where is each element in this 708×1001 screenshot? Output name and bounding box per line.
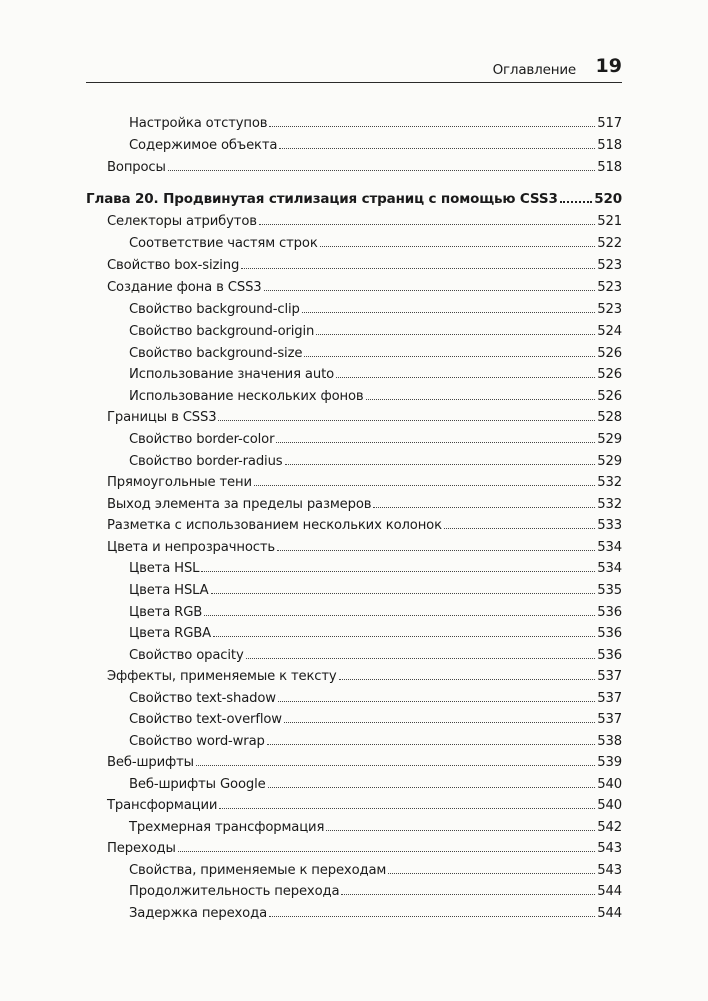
- toc-entry-page: 518: [597, 138, 622, 153]
- toc-leader-dots: [366, 399, 596, 400]
- toc-entry-page: 537: [597, 669, 622, 684]
- toc-entry: [129, 556, 622, 576]
- toc-entry-title: Содержимое объекта: [129, 138, 278, 153]
- toc-leader-dots: [279, 148, 595, 149]
- toc-entry-page: 544: [597, 906, 622, 921]
- toc-leader-dots: [336, 377, 595, 378]
- toc-entry-page: 538: [597, 734, 622, 749]
- toc-entry-page: 520: [594, 191, 622, 207]
- toc-entry-page: 523: [597, 302, 622, 317]
- toc-entry-page: 526: [597, 389, 622, 404]
- toc-entry: [129, 815, 622, 835]
- toc-entry: [129, 879, 622, 899]
- toc-entry-title: Свойство text-shadow: [129, 691, 276, 706]
- toc-leader-dots: [241, 268, 595, 269]
- toc-entry: [107, 793, 622, 813]
- toc-entry-title: Использование нескольких фонов: [129, 389, 364, 404]
- toc-leader-dots: [168, 170, 595, 171]
- toc-entry-page: 536: [597, 605, 622, 620]
- toc-entry-title: Разметка с использованием нескольких колонок: [107, 518, 442, 533]
- toc-entry-page: 542: [597, 820, 622, 835]
- toc-entry-title: Выход элемента за пределы размеров: [107, 497, 372, 512]
- toc-leader-dots: [178, 851, 596, 852]
- toc-entry: [129, 621, 622, 641]
- toc-entry-title: Переходы: [107, 841, 176, 856]
- toc-entry: [129, 449, 622, 469]
- toc-leader-dots: [284, 722, 595, 723]
- toc-entry-page: 543: [597, 841, 622, 856]
- toc-entry: [129, 427, 622, 447]
- toc-entry-page: 528: [597, 410, 622, 425]
- toc-leader-dots: [246, 658, 596, 659]
- toc-entry-page: 521: [597, 214, 622, 229]
- toc-leader-dots: [278, 701, 595, 702]
- toc-leader-dots: [264, 290, 596, 291]
- toc-leader-dots: [219, 808, 595, 809]
- toc-entry-page: 532: [597, 475, 622, 490]
- toc-entry-page: 526: [597, 346, 622, 361]
- toc-entry-title: Цвета и непрозрачность: [107, 540, 275, 555]
- toc-entry-title: Веб-шрифты: [107, 755, 194, 770]
- toc-leader-dots: [213, 636, 595, 637]
- toc-leader-dots: [320, 246, 596, 247]
- toc-entry-title: Соответствие частям строк: [129, 236, 318, 251]
- toc-entry-page: 544: [597, 884, 622, 899]
- toc-leader-dots: [218, 420, 595, 421]
- toc-entry-title: Трансформации: [107, 798, 218, 813]
- toc-entry-title: Свойство background-origin: [129, 324, 315, 339]
- toc-entry: [107, 750, 622, 770]
- toc-entry-title: Веб-шрифты Google: [129, 777, 266, 792]
- toc-entry-page: 536: [597, 626, 622, 641]
- toc-entry-page: 537: [597, 712, 622, 727]
- toc-entry: [129, 384, 622, 404]
- toc-leader-dots: [267, 744, 596, 745]
- toc-entry-page: 522: [597, 236, 622, 251]
- toc-entry: [129, 319, 622, 339]
- toc-entry-title: Свойство text-overflow: [129, 712, 282, 727]
- toc-entry-title: Свойство opacity: [129, 648, 244, 663]
- toc-chapter-title: Глава 20. Продвинутая стилизация страниц с помощью CSS3: [86, 191, 558, 207]
- toc-entry-page: 534: [597, 561, 622, 576]
- toc-entry: [129, 858, 622, 878]
- toc-entry: [129, 707, 622, 727]
- toc-entry-title: Свойство box-sizing: [107, 258, 240, 273]
- toc-entry: [107, 405, 622, 425]
- toc-entry: [129, 643, 622, 663]
- toc-leader-dots: [304, 356, 595, 357]
- toc-leader-dots: [254, 485, 595, 486]
- toc-entry-page: 518: [597, 160, 622, 175]
- toc-entry: [129, 729, 622, 749]
- toc-leader-dots: [269, 916, 595, 917]
- toc-entry-page: 533: [597, 518, 622, 533]
- toc-leader-dots: [302, 312, 596, 313]
- toc-entry: [129, 133, 622, 153]
- toc-entry-page: 523: [597, 258, 622, 273]
- toc-entry-page: 532: [597, 497, 622, 512]
- toc-entry: [107, 535, 622, 555]
- toc-entry-title: Цвета HSLA: [129, 583, 209, 598]
- toc-leader-dots: [204, 615, 595, 616]
- toc-entry: [129, 231, 622, 251]
- toc-leader-dots: [269, 126, 595, 127]
- toc-entry: [129, 686, 622, 706]
- page-number: 19: [595, 55, 622, 77]
- toc-leader-dots: [285, 464, 596, 465]
- toc-leader-dots: [388, 873, 595, 874]
- toc-leader-dots: [326, 830, 595, 831]
- toc-entry-page: 537: [597, 691, 622, 706]
- toc-leader-dots: [196, 765, 595, 766]
- toc-entry-title: Свойство background-size: [129, 346, 303, 361]
- toc-entry: [107, 513, 622, 533]
- toc-entry: [129, 362, 622, 382]
- toc-entry: [129, 341, 622, 361]
- toc-leader-dots: [444, 528, 595, 529]
- toc-entry-title: Границы в CSS3: [107, 410, 217, 425]
- toc-entry-page: 540: [597, 777, 622, 792]
- toc-entry: [129, 111, 622, 131]
- toc-leader-dots: [341, 894, 595, 895]
- toc-entry: [129, 578, 622, 598]
- toc-entry-page: 543: [597, 863, 622, 878]
- toc-entry-title: Свойство word-wrap: [129, 734, 265, 749]
- toc-entry-title: Селекторы атрибутов: [107, 214, 257, 229]
- toc-entry-title: Использование значения auto: [129, 367, 335, 382]
- toc-entry: [107, 155, 622, 175]
- toc-entry: [107, 470, 622, 490]
- toc-entry-title: Свойство border-color: [129, 432, 275, 447]
- toc-leader-dots: [277, 550, 595, 551]
- toc-entry-title: Продолжительность перехода: [129, 884, 340, 899]
- toc-entry-page: 529: [597, 432, 622, 447]
- toc-entry: [107, 836, 622, 856]
- toc-entry-title: Трехмерная трансформация: [129, 820, 325, 835]
- toc-leader-dots: [560, 201, 593, 203]
- toc-entry-title: Свойство background-clip: [129, 302, 300, 317]
- toc-entry: [129, 297, 622, 317]
- toc-chapter-entry: [86, 187, 622, 207]
- toc-entry-page: 526: [597, 367, 622, 382]
- toc-entry-title: Настройка отступов: [129, 116, 268, 131]
- toc-entry-title: Создание фона в CSS3: [107, 280, 262, 295]
- toc-leader-dots: [339, 679, 596, 680]
- toc-leader-dots: [276, 442, 595, 443]
- toc-entry-page: 534: [597, 540, 622, 555]
- toc-leader-dots: [268, 787, 596, 788]
- toc-entry: [129, 772, 622, 792]
- toc-entry: [107, 664, 622, 684]
- toc-entry: [107, 275, 622, 295]
- toc-entry-page: 517: [597, 116, 622, 131]
- toc-entry-page: 523: [597, 280, 622, 295]
- toc-entry-page: 535: [597, 583, 622, 598]
- toc-entry-page: 529: [597, 454, 622, 469]
- toc-entry-title: Цвета HSL: [129, 561, 200, 576]
- toc-entry: [129, 901, 622, 921]
- toc-entry-title: Свойство border-radius: [129, 454, 283, 469]
- toc-entry-title: Свойства, применяемые к переходам: [129, 863, 387, 878]
- running-header-title: Оглавление: [492, 62, 576, 78]
- toc-entry-title: Прямоугольные тени: [107, 475, 252, 490]
- toc-entry-title: Вопросы: [107, 160, 166, 175]
- toc-leader-dots: [259, 224, 595, 225]
- toc-entry-page: 539: [597, 755, 622, 770]
- toc-entry-title: Эффекты, применяемые к тексту: [107, 669, 337, 684]
- toc-entry-title: Цвета RGBA: [129, 626, 212, 641]
- toc-entry-page: 524: [597, 324, 622, 339]
- toc-leader-dots: [316, 334, 595, 335]
- toc-entry-page: 540: [597, 798, 622, 813]
- toc-entry: [107, 209, 622, 229]
- toc-entry: [129, 600, 622, 620]
- toc-leader-dots: [211, 593, 596, 594]
- toc-entry: [107, 253, 622, 273]
- toc-entry-title: Задержка перехода: [129, 906, 267, 921]
- toc-entry-title: Цвета RGB: [129, 605, 203, 620]
- toc-leader-dots: [373, 507, 595, 508]
- toc-leader-dots: [201, 571, 595, 572]
- toc-entry: [107, 492, 622, 512]
- toc-entry-page: 536: [597, 648, 622, 663]
- running-header: [86, 52, 622, 83]
